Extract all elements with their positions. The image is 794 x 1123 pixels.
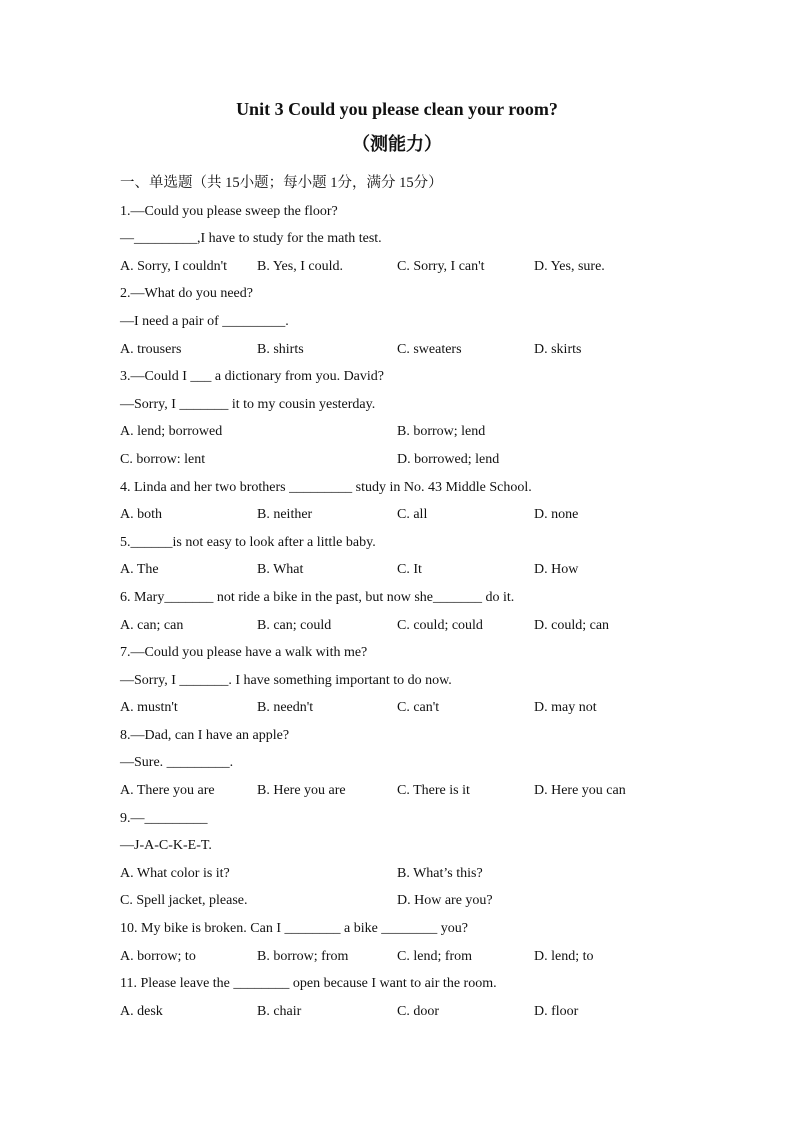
- question-list: [120, 170, 680, 1025]
- answer-option[interactable]: D. may not: [534, 700, 597, 716]
- answer-option[interactable]: C. can't: [397, 700, 440, 716]
- answer-option[interactable]: D. How: [534, 562, 579, 578]
- answer-option[interactable]: D. none: [534, 507, 579, 523]
- answer-option[interactable]: B. can; could: [257, 617, 332, 633]
- answer-option[interactable]: B. neither: [257, 507, 313, 523]
- answer-option[interactable]: B. What’s this?: [397, 865, 483, 881]
- question-response-line: —J-A-C-K-E-T.: [120, 838, 212, 854]
- answer-option[interactable]: D. lend; to: [534, 948, 594, 964]
- answer-option[interactable]: B. borrow; from: [257, 948, 349, 964]
- question-stem: 5.______is not easy to look after a little baby.: [120, 534, 376, 550]
- options-row: [120, 556, 680, 584]
- answer-option[interactable]: C. Sorry, I can't: [397, 258, 485, 274]
- answer-option[interactable]: D. borrowed; lend: [397, 451, 500, 467]
- options-row: [120, 336, 680, 364]
- answer-option[interactable]: A. mustn't: [120, 700, 178, 716]
- answer-option[interactable]: D. Here you can: [534, 783, 626, 799]
- question-stem: 11. Please leave the ________ open because I want to air the room.: [120, 976, 497, 992]
- section-heading: 一、单选题（共 15小题；每小题 1分，满分 15分）: [120, 175, 443, 191]
- question-stem: 9.—_________: [120, 810, 208, 826]
- answer-option[interactable]: D. floor: [534, 1003, 579, 1019]
- page-title: Unit 3 Could you please clean your room?: [236, 99, 558, 119]
- question-stem: 7.—Could you please have a walk with me?: [120, 645, 368, 661]
- options-row: [120, 694, 680, 722]
- question-stem: 2.—What do you need?: [120, 286, 253, 302]
- answer-option[interactable]: B. needn't: [257, 700, 314, 716]
- answer-option[interactable]: B. chair: [257, 1003, 302, 1019]
- answer-option[interactable]: A. What color is it?: [120, 865, 230, 881]
- question-response-line: —Sure. _________.: [120, 755, 234, 771]
- question-stem: 6. Mary_______ not ride a bike in the past, but now she_______ do it.: [120, 589, 515, 605]
- question-stem: 4. Linda and her two brothers _________ study in No. 43 Middle School.: [120, 479, 532, 495]
- options-row: [120, 253, 680, 281]
- answer-option[interactable]: C. Spell jacket, please.: [120, 893, 248, 909]
- answer-option[interactable]: B. shirts: [257, 341, 304, 357]
- options-row: [120, 501, 680, 529]
- options-row: [120, 777, 680, 805]
- answer-option[interactable]: B. borrow; lend: [397, 424, 486, 440]
- answer-option[interactable]: A. There you are: [120, 783, 215, 799]
- answer-option[interactable]: C. could; could: [397, 617, 483, 633]
- answer-option[interactable]: A. can; can: [120, 617, 184, 633]
- question-response-line: —Sorry, I _______. I have something important to do now.: [120, 672, 452, 688]
- answer-option[interactable]: A. desk: [120, 1003, 163, 1019]
- answer-option[interactable]: D. Yes, sure.: [534, 258, 605, 274]
- answer-option[interactable]: C. all: [397, 507, 428, 523]
- answer-option[interactable]: D. could; can: [534, 617, 610, 633]
- question-stem: 10. My bike is broken. Can I ________ a bike ________ you?: [120, 921, 469, 937]
- question-stem: 8.—Dad, can I have an apple?: [120, 727, 290, 743]
- question-stem: 3.—Could I ___ a dictionary from you. David?: [120, 369, 385, 385]
- answer-option[interactable]: C. lend; from: [397, 948, 473, 964]
- answer-option[interactable]: D. How are you?: [397, 893, 493, 909]
- question-response-line: —Sorry, I _______ it to my cousin yesterday.: [120, 396, 376, 412]
- answer-option[interactable]: C. door: [397, 1003, 439, 1019]
- answer-option[interactable]: D. skirts: [534, 341, 582, 357]
- options-row: [120, 943, 680, 971]
- answer-option[interactable]: B. Here you are: [257, 783, 346, 799]
- answer-option[interactable]: C. sweaters: [397, 341, 462, 357]
- options-row: [120, 998, 680, 1026]
- options-row: [120, 612, 680, 640]
- answer-option[interactable]: A. The: [120, 562, 159, 578]
- answer-option[interactable]: A. borrow; to: [120, 948, 196, 964]
- page-subtitle: （测能力）: [352, 134, 442, 154]
- answer-option[interactable]: A. lend; borrowed: [120, 424, 223, 440]
- question-stem: 1.—Could you please sweep the floor?: [120, 203, 338, 219]
- question-response-line: —I need a pair of _________.: [120, 313, 289, 329]
- options-row: [120, 887, 680, 915]
- answer-option[interactable]: A. both: [120, 507, 162, 523]
- answer-option[interactable]: C. borrow: lent: [120, 451, 206, 467]
- answer-option[interactable]: C. There is it: [397, 783, 470, 799]
- answer-option[interactable]: A. trousers: [120, 341, 182, 357]
- options-row: [120, 860, 680, 888]
- options-row: [120, 446, 680, 474]
- answer-option[interactable]: C. It: [397, 562, 422, 578]
- question-response-line: —_________,I have to study for the math test.: [120, 231, 382, 247]
- answer-option[interactable]: B. What: [257, 562, 304, 578]
- answer-option[interactable]: B. Yes, I could.: [257, 258, 343, 274]
- answer-option[interactable]: A. Sorry, I couldn't: [120, 258, 227, 274]
- options-row: [120, 418, 680, 446]
